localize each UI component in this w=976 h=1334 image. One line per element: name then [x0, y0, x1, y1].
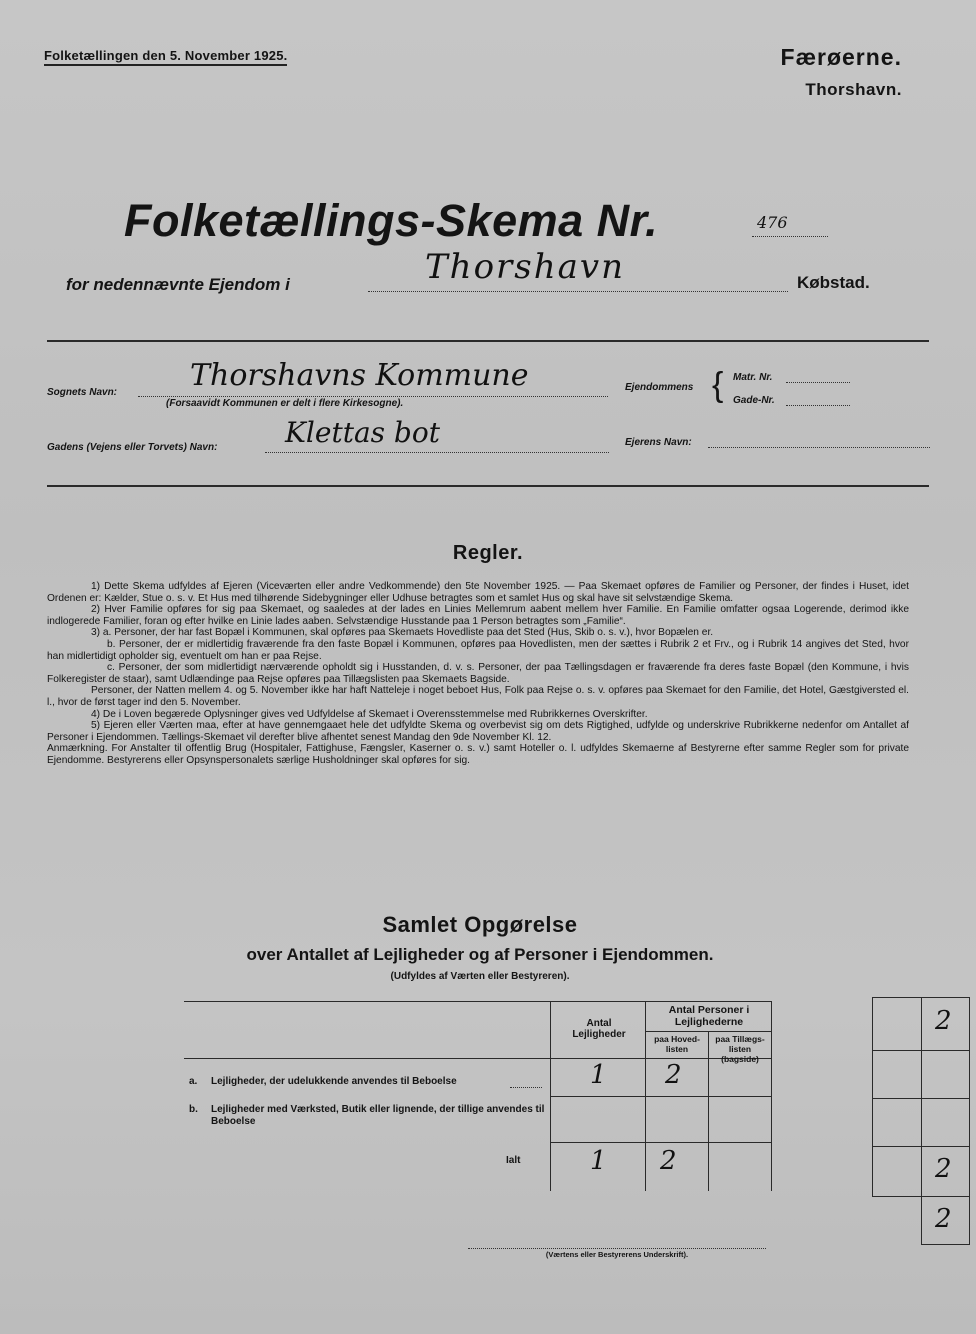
matr-label: Matr. Nr.: [733, 372, 773, 383]
margin-lower-value: 2: [935, 1154, 952, 1184]
parish-fill-line: [138, 396, 608, 397]
col-main-header: paa Hoved-listen: [654, 1034, 700, 1054]
rules-text: [47, 581, 909, 767]
total-apartments: 1: [590, 1146, 607, 1176]
parish-note: (Forsaavidt Kommunen er delt i flere Kirkesogne).: [166, 398, 404, 409]
margin-tally-box: [872, 997, 970, 1197]
brace-icon: {: [712, 366, 724, 404]
row-a-apartments: 1: [590, 1060, 607, 1090]
rule-annotation: Anmærkning. For Anstalter til offentlig Brug (Hospitaler, Fattighuse, Fængsler, Kaserner o. s. v.) samt Hoteller o. l. udfyldes Skemaerne af Bestyrerne efter samme Regler som for private Ejendomme. Bestyrerens eller Opsynspersonalets særlige Husholdninger skal opføres for sig.: [47, 743, 909, 766]
street-label: Gadens (Vejens eller Torvets) Navn:: [47, 442, 218, 453]
matr-fill-line: [786, 382, 850, 383]
col-supplement-header: paa Tillægs-listen (bagside): [715, 1034, 765, 1064]
rule-paragraph: c. Personer, der som midlertidigt nærværende opholdt sig i Husstanden, d. v. s. Personer, der paa Tællingsdagen er fraværende fra deres faste Bopæl (den Kommune, i hvis Folkeregister de staar), samt Udlændinge paa Rejse opføres paa Tillægslisten paa Skemaets Bagside.: [47, 662, 909, 685]
rule-paragraph: Personer, der Natten mellem 4. og 5. November ikke har haft Natteleje i noget beboet Hus, Folk paa Rejse o. s. v. opføres paa Skemaet for den Familie, det Hotel, Gæstgiversted el. l., hvor de først tager ind den 5. November.: [47, 685, 909, 708]
owner-fill-line: [708, 447, 930, 448]
col-persons-header: Antal Personer i Lejlighederne: [668, 1004, 750, 1028]
town-fill-line: [368, 291, 788, 292]
summary-note: (Udfyldes af Værten eller Bestyreren).: [390, 971, 570, 982]
census-date: Folketællingen den 5. November 1925.: [44, 48, 287, 66]
form-title: Folketællings-Skema Nr.: [124, 195, 659, 246]
total-label: Ialt: [506, 1155, 521, 1166]
rules-heading: Regler.: [452, 542, 524, 564]
town-handwritten: Thorshavn: [425, 247, 626, 287]
margin-top-value: 2: [935, 1006, 952, 1036]
rule-paragraph: 4) De i Loven begærede Oplysninger gives ved Udfyldelse af Skemaet i Overensstemmelse med Rubrikkernes Overskrifter.: [91, 708, 648, 720]
margin-bottom-value: 2: [935, 1204, 952, 1234]
summary-subtitle: over Antallet af Lejligheder og af Personer i Ejendommen.: [246, 945, 714, 964]
signature-line: [468, 1248, 766, 1249]
row-b-marker: b.: [189, 1104, 198, 1115]
gade-fill-line: [786, 405, 850, 406]
gade-label: Gade-Nr.: [733, 395, 775, 406]
row-b-label: Lejligheder med Værksted, Butik eller lignende, der tillige anvendes til Beboelse: [211, 1104, 545, 1127]
signature-label: (Værtens eller Bestyrerens Underskrift).: [545, 1250, 689, 1259]
rule-paragraph: 5) Ejeren eller Værten maa, efter at have gennemgaaet hele det udfyldte Skema og overbevist sig om dets Rigtighed, udfylde og underskrive Rubrikkerne nedenfor om Antallet af Personer i Ejendommen. Tællings-Skemaet vil derefter blive afhentet senest Mandag den 9de November Kl. 12.: [47, 720, 909, 743]
form-number-line: [752, 236, 828, 237]
form-number-handwritten: 476: [757, 213, 788, 232]
parish-handwritten: Thorshavns Kommune: [190, 358, 529, 393]
region-name: Færøerne.: [780, 44, 902, 70]
street-handwritten: Klettas bot: [285, 416, 440, 449]
rule-paragraph: 2) Hver Familie opføres for sig paa Skemaet, og saaledes at der lades en Linies Mellemrum aabent mellem hver Familie. En Familie omfatter ogsaa Logerende, derimod ikke indlogerede Familier, foran og efter hvilke en Linie lades aaben. Selvstændige Husstande paa 1 Person betragtes som „Familie“.: [47, 604, 909, 627]
col-apartments-header: Antal Lejligheder: [572, 1018, 626, 1040]
rule-paragraph: b. Personer, der er midlertidig fraværende fra den faste Bopæl i Kommunen, opføres paa Hovedlisten, men der sættes i Rubrik 2 et Frv., og i Rubrik 14 angives det Sted, hvor han midlertidigt opholder sig, eventuelt om han er paa Rejse.: [47, 638, 909, 662]
header-rule: [47, 340, 929, 342]
parish-label: Sognets Navn:: [47, 387, 118, 398]
subtitle-property: for nedennævnte Ejendom i: [66, 275, 290, 294]
property-label: Ejendommens: [625, 382, 694, 393]
town-name: Thorshavn.: [805, 80, 902, 99]
rule-paragraph: 3) a. Personer, der har fast Bopæl i Kommunen, skal opføres paa Skemaets Hovedliste paa det Sted (Hus, Skib o. s. v.), hvor Bopælen er.: [91, 627, 714, 639]
street-fill-line: [265, 452, 609, 453]
summary-title: Samlet Opgørelse: [382, 912, 578, 937]
row-a-marker: a.: [189, 1076, 198, 1087]
row-a-label: Lejligheder, der udelukkende anvendes til Beboelse: [211, 1076, 457, 1087]
row-a-main: 2: [665, 1060, 682, 1090]
owner-label: Ejerens Navn:: [625, 437, 692, 448]
fields-rule: [47, 485, 929, 487]
subtitle-kobstad: Købstad.: [797, 273, 870, 292]
rule-paragraph: 1) Dette Skema udfyldes af Ejeren (Viceværten eller andre Vedkommende) den 5te November 1925. — Paa Skemaet opføres de Familier og Personer, der findes i Huset, idet Ordenen er: Kælder, Stue o. s. v. Et Hus med tilhørende Sidebygninger eller Udhuse betragtes som et samlet Hus og skal have sit selvstændige Skema.: [47, 581, 909, 604]
total-main: 2: [660, 1146, 677, 1176]
